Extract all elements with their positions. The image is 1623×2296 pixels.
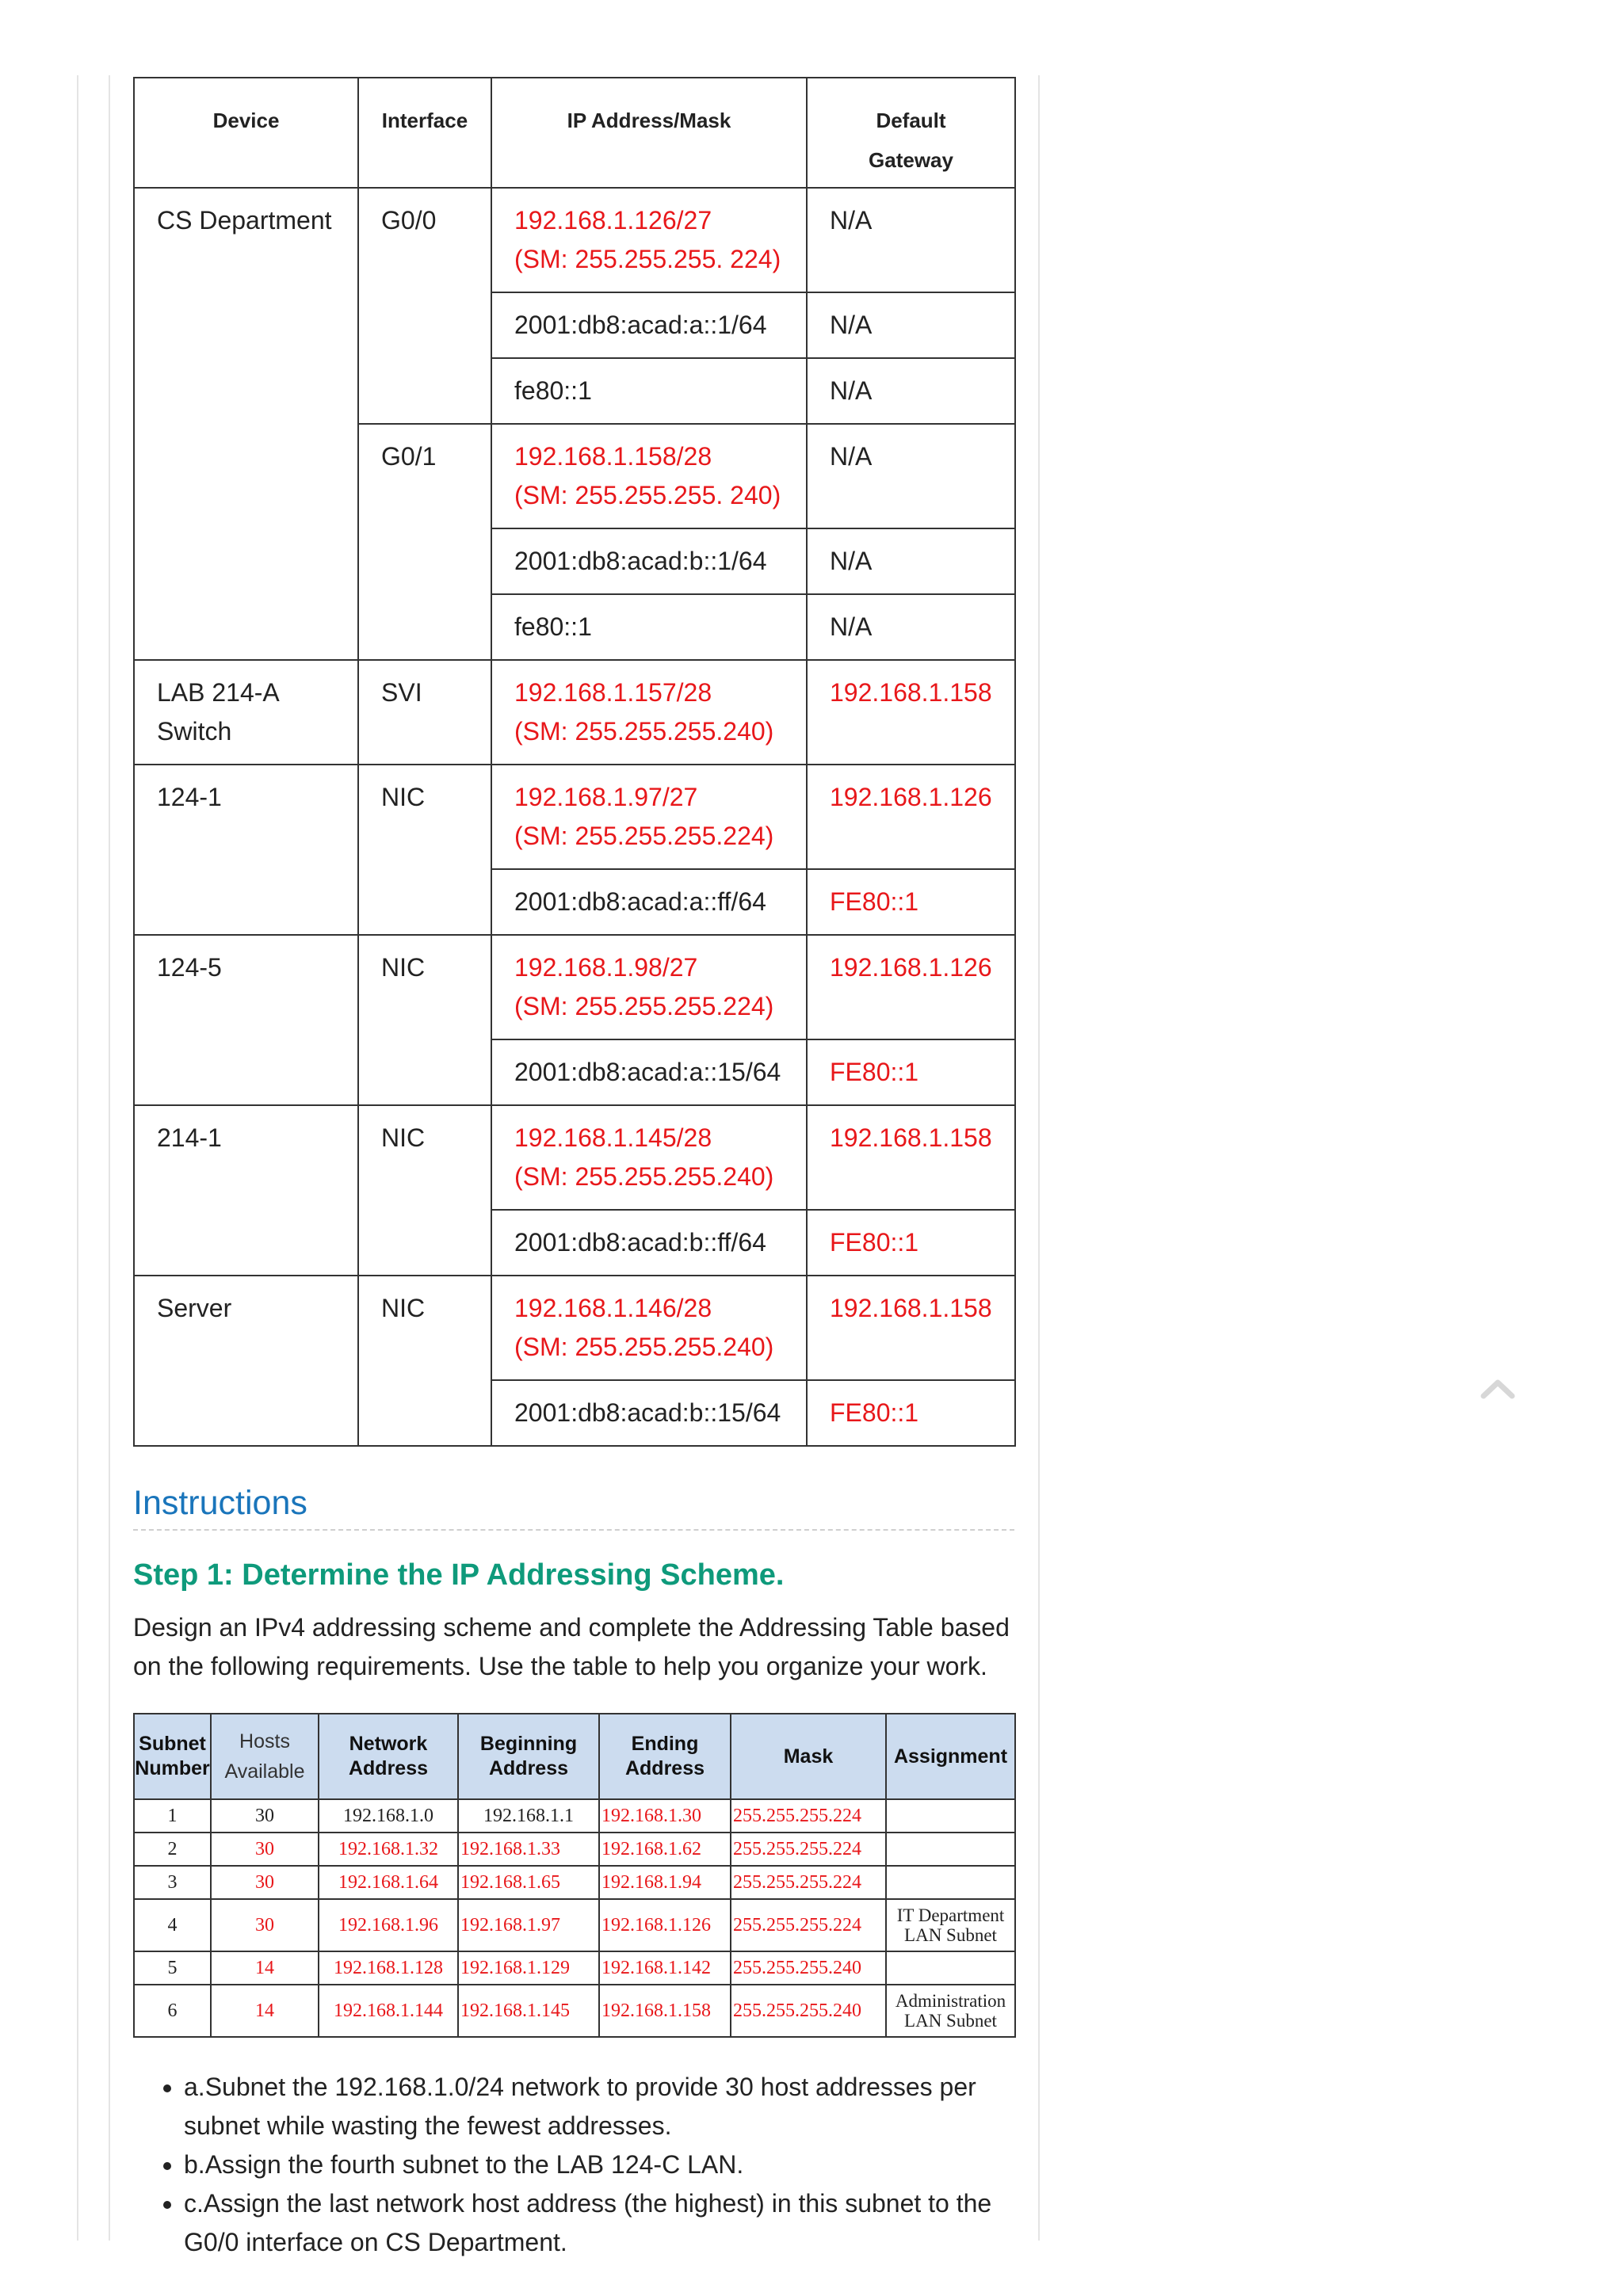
ip-cell: 2001:db8:acad:a::ff/64 [491,869,807,935]
hosts-cell: 30 [211,1866,319,1899]
header-beginning-address: Beginning Address [458,1714,599,1799]
assignment-cell: IT Department LAN Subnet [886,1899,1015,1951]
assignment-cell [886,1951,1015,1985]
gateway-cell: N/A [807,292,1015,358]
table-row [134,1985,1015,2037]
end-cell: 192.168.1.158 [599,1985,731,2037]
subnet-number-cell: 1 [134,1799,211,1833]
ip-cell: 192.168.1.145/28 (SM: 255.255.255.240) [491,1105,807,1210]
main-content [133,77,1014,2262]
ip-cell: 192.168.1.158/28 (SM: 255.255.255. 240) [491,424,807,528]
table-row [134,1866,1015,1899]
gateway-cell: 192.168.1.126 [807,765,1015,869]
begin-cell: 192.168.1.129 [458,1951,599,1985]
list-item: • b.Assign the fourth subnet to the LAB 124-C LAN. [184,2145,1014,2184]
mask-cell: 255.255.255.240 [731,1951,886,1985]
gateway-cell: 192.168.1.158 [807,660,1015,765]
hosts-cell: 30 [211,1833,319,1866]
subnet-number-cell: 5 [134,1951,211,1985]
left-margin-line [77,75,78,2241]
ip-cell: fe80::1 [491,594,807,660]
ip-cell: 192.168.1.98/27 (SM: 255.255.255.224) [491,935,807,1039]
ip-cell: 192.168.1.157/28 (SM: 255.255.255.240) [491,660,807,765]
header-default-gateway: Default Gateway [807,78,1015,188]
ip-cell: 192.168.1.97/27 (SM: 255.255.255.224) [491,765,807,869]
header-ending-address: Ending Address [599,1714,731,1799]
assignment-cell: Administration LAN Subnet [886,1985,1015,2037]
subnet-table-header [134,1714,1015,1799]
begin-cell: 192.168.1.145 [458,1985,599,2037]
device-cell: 124-1 [134,765,358,935]
ip-cell: 2001:db8:acad:a::15/64 [491,1039,807,1105]
gateway-cell: 192.168.1.126 [807,935,1015,1039]
begin-cell: 192.168.1.97 [458,1899,599,1951]
device-cell: CS Department [134,188,358,660]
end-cell: 192.168.1.30 [599,1799,731,1833]
header-interface: Interface [358,78,491,188]
step1-heading: Step 1: Determine the IP Addressing Scheme. [133,1558,785,1592]
gateway-cell: FE80::1 [807,869,1015,935]
network-cell: 192.168.1.64 [319,1866,458,1899]
table-row [134,1899,1015,1951]
end-cell: 192.168.1.126 [599,1899,731,1951]
header-ip-address: IP Address/Mask [491,78,807,188]
assignment-cell [886,1799,1015,1833]
subnet-number-cell: 3 [134,1866,211,1899]
gateway-cell: N/A [807,188,1015,292]
subnet-number-cell: 2 [134,1833,211,1866]
mask-cell: 255.255.255.224 [731,1799,886,1833]
assignment-cell [886,1866,1015,1899]
header-network-address: Network Address [319,1714,458,1799]
addressing-table-header [134,78,1015,188]
hosts-cell: 30 [211,1899,319,1951]
interface-cell: SVI [358,660,491,765]
content-left-border [109,75,110,2241]
subnet-table [133,1713,1016,2038]
hosts-cell: 14 [211,1951,319,1985]
network-cell: 192.168.1.128 [319,1951,458,1985]
table-row [134,935,1015,1039]
interface-cell: NIC [358,1105,491,1276]
step1-description: Design an IPv4 addressing scheme and complete the Addressing Table based on the following requirements. Use the table to help you organize your work. [133,1613,1010,1680]
ip-cell: 192.168.1.126/27 (SM: 255.255.255. 224) [491,188,807,292]
interface-cell: G0/0 [358,188,491,424]
gateway-cell: N/A [807,528,1015,594]
gateway-cell: 192.168.1.158 [807,1105,1015,1210]
table-row [134,1833,1015,1866]
table-row [134,660,1015,765]
ip-cell: 2001:db8:acad:b::ff/64 [491,1210,807,1276]
end-cell: 192.168.1.62 [599,1833,731,1866]
end-cell: 192.168.1.142 [599,1951,731,1985]
network-cell: 192.168.1.144 [319,1985,458,2037]
ip-cell: 2001:db8:acad:a::1/64 [491,292,807,358]
gateway-cell: 192.168.1.158 [807,1276,1015,1380]
mask-cell: 255.255.255.224 [731,1866,886,1899]
assignment-cell [886,1833,1015,1866]
table-row [134,188,1015,292]
list-item: • a.Subnet the 192.168.1.0/24 network to provide 30 host addresses per subnet while wasting the fewest addresses. [184,2068,1014,2145]
header-subnet-number: Subnet Number [134,1714,211,1799]
interface-cell: NIC [358,1276,491,1446]
begin-cell: 192.168.1.1 [458,1799,599,1833]
scroll-to-top-button[interactable] [1480,1377,1515,1399]
hosts-cell: 14 [211,1985,319,2037]
device-cell: 124-5 [134,935,358,1105]
table-row [134,1799,1015,1833]
ip-cell: fe80::1 [491,358,807,424]
content-right-border [1038,75,1040,2241]
header-mask: Mask [731,1714,886,1799]
instructions-heading: Instructions [133,1483,1014,1531]
chevron-up-icon [1480,1377,1515,1399]
device-cell: Server [134,1276,358,1446]
mask-cell: 255.255.255.240 [731,1985,886,2037]
table-row [134,765,1015,869]
gateway-cell: N/A [807,424,1015,528]
requirements-list [133,2068,1014,2262]
table-row [134,1951,1015,1985]
header-hosts-available: Hosts Available [211,1714,319,1799]
gateway-cell: FE80::1 [807,1210,1015,1276]
subnet-number-cell: 6 [134,1985,211,2037]
header-assignment: Assignment [886,1714,1015,1799]
network-cell: 192.168.1.32 [319,1833,458,1866]
gateway-cell: N/A [807,594,1015,660]
table-row [134,1276,1015,1380]
list-item: • c.Assign the last network host address (the highest) in this subnet to the G0/0 interface on CS Department. [184,2184,1014,2262]
interface-cell: G0/1 [358,424,491,660]
device-cell: 214-1 [134,1105,358,1276]
hosts-cell: 30 [211,1799,319,1833]
subnet-number-cell: 4 [134,1899,211,1951]
table-row [134,1105,1015,1210]
gateway-cell: N/A [807,358,1015,424]
mask-cell: 255.255.255.224 [731,1899,886,1951]
begin-cell: 192.168.1.33 [458,1833,599,1866]
addressing-table [133,77,1016,1447]
interface-cell: NIC [358,765,491,935]
gateway-cell: FE80::1 [807,1380,1015,1446]
end-cell: 192.168.1.94 [599,1866,731,1899]
device-cell: LAB 214-A Switch [134,660,358,765]
begin-cell: 192.168.1.65 [458,1866,599,1899]
header-device: Device [134,78,358,188]
interface-cell: NIC [358,935,491,1105]
network-cell: 192.168.1.96 [319,1899,458,1951]
network-cell: 192.168.1.0 [319,1799,458,1833]
mask-cell: 255.255.255.224 [731,1833,886,1866]
ip-cell: 2001:db8:acad:b::1/64 [491,528,807,594]
ip-cell: 192.168.1.146/28 (SM: 255.255.255.240) [491,1276,807,1380]
gateway-cell: FE80::1 [807,1039,1015,1105]
ip-cell: 2001:db8:acad:b::15/64 [491,1380,807,1446]
